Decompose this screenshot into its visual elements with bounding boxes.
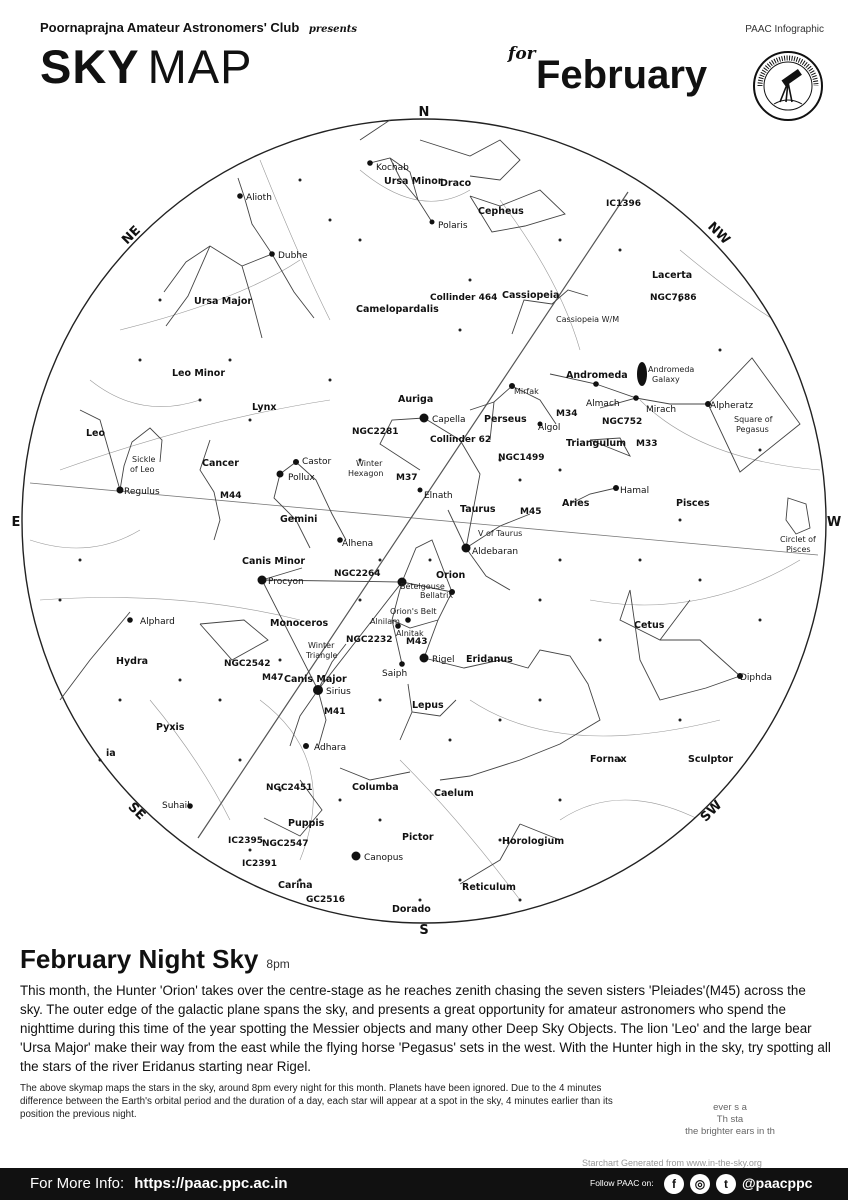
- label-sickle-1: Sickle: [132, 455, 156, 464]
- star-adhara: [303, 743, 309, 749]
- star-hamal: [613, 485, 619, 491]
- label-cetus: Cetus: [634, 620, 665, 631]
- footer: [0, 1168, 848, 1200]
- label-regulus: Regulus: [124, 487, 160, 497]
- direction-e: E: [11, 515, 21, 530]
- label-aries: Aries: [562, 498, 590, 509]
- more-info: [30, 1175, 288, 1192]
- dso-m37: M37: [396, 473, 418, 483]
- faded-overlay-text: [640, 1102, 820, 1138]
- label-monoceros: Monoceros: [270, 618, 329, 629]
- label-sickle-2: of Leo: [130, 465, 155, 474]
- sky-map: [0, 100, 848, 940]
- label-orions-belt: Orion's Belt: [390, 607, 437, 616]
- dso-ngc2232: NGC2232: [346, 635, 393, 645]
- star-procyon: [258, 576, 267, 585]
- direction-s: S: [419, 923, 429, 938]
- horizon-circle: [22, 119, 826, 923]
- label-winter-triangle-2: Triangle: [306, 651, 338, 660]
- label-ursa-minor: Ursa Minor: [384, 176, 443, 187]
- columba-lines: [340, 768, 410, 780]
- dso-m44: M44: [220, 491, 242, 501]
- month-title: February: [536, 53, 708, 97]
- label-alhena: Alhena: [342, 539, 374, 549]
- direction-se: SE: [124, 799, 149, 824]
- label-fornax: Fornax: [590, 754, 627, 765]
- label-horologium: Horologium: [502, 836, 565, 847]
- dso-m43: M43: [406, 637, 428, 647]
- star-alnilam: [405, 617, 411, 623]
- label-rigel: Rigel: [432, 655, 455, 665]
- label-caelum: Caelum: [434, 788, 474, 799]
- social-handle[interactable]: @paacppc: [742, 1175, 813, 1191]
- dso-ngc1499: NGC1499: [498, 453, 545, 463]
- cetus-lines: [620, 590, 740, 700]
- label-camelopardalis: Camelopardalis: [356, 304, 439, 315]
- dso-ngc7686: NGC7686: [650, 293, 697, 303]
- star-sirius: [313, 685, 323, 695]
- faded-line-1: ever s a: [713, 1102, 747, 1113]
- star-dubhe: [269, 251, 275, 257]
- map-inner: [30, 160, 820, 900]
- deep-sky-objects: [220, 199, 697, 905]
- star-castor: [293, 459, 299, 465]
- label-alnilam: Alnilam: [370, 617, 400, 626]
- star-aldebaran: [462, 544, 471, 553]
- label-winter-hexagon-2: Hexagon: [348, 469, 384, 478]
- label-columba: Columba: [352, 782, 399, 793]
- label-andromeda: Andromeda: [566, 370, 628, 381]
- dso-ngc2281: NGC2281: [352, 427, 399, 437]
- star-mirach: [633, 395, 639, 401]
- star-almach: [593, 381, 599, 387]
- label-leo: Leo: [86, 428, 106, 439]
- label-cassiopeia-wm: Cassiopeia W/M: [556, 315, 620, 324]
- label-diphda: Diphda: [740, 673, 773, 683]
- label-andromeda-galaxy-1: Andromeda: [648, 365, 695, 374]
- label-gemini: Gemini: [280, 514, 318, 525]
- label-algol: Algol: [538, 423, 561, 433]
- dso-ngc2542: NGC2542: [224, 659, 271, 669]
- label-square-1: Square of: [734, 415, 773, 424]
- label-mirach: Mirach: [646, 405, 677, 415]
- label-canis-minor: Canis Minor: [242, 556, 306, 567]
- label-pyxis: Pyxis: [156, 722, 185, 733]
- star-elnath: [418, 488, 423, 493]
- description-heading-text: February Night Sky: [20, 944, 259, 974]
- label-canis-major: Canis Major: [284, 674, 347, 685]
- label-cancer: Cancer: [202, 458, 239, 469]
- label-castor: Castor: [302, 457, 332, 467]
- presents-text: presents: [308, 24, 358, 35]
- label-pollux: Pollux: [288, 473, 315, 483]
- direction-sw: SW: [697, 797, 726, 826]
- infographic-label: PAAC Infographic: [745, 24, 824, 35]
- label-hamal: Hamal: [620, 486, 650, 496]
- label-mirfak: Mirfak: [514, 387, 539, 396]
- star-labels: [124, 163, 772, 863]
- follow-label: Follow PAAC on:: [590, 1178, 654, 1188]
- direction-labels: [12, 105, 842, 938]
- label-alioth: Alioth: [246, 193, 272, 203]
- title-map: MAP: [147, 40, 253, 93]
- label-reticulum: Reticulum: [462, 882, 516, 893]
- dso-ic1396: IC1396: [606, 199, 642, 209]
- faded-line-3: the brighter ears in th: [685, 1126, 775, 1137]
- label-winter-triangle-1: Winter: [308, 641, 335, 650]
- direction-ne: NE: [119, 223, 144, 248]
- direction-nw: NW: [704, 219, 733, 248]
- label-winter-hexagon-1: Winter: [356, 459, 383, 468]
- direction-n: N: [418, 105, 430, 120]
- label-sirius: Sirius: [326, 687, 351, 697]
- label-andromeda-galaxy-2: Galaxy: [652, 375, 680, 384]
- label-perseus: Perseus: [484, 414, 527, 425]
- label-carina: Carina: [278, 880, 313, 891]
- label-cassiopeia: Cassiopeia: [502, 290, 560, 301]
- label-dubhe: Dubhe: [278, 251, 308, 261]
- description-body: This month, the Hunter 'Orion' takes over the centre-stage as he reaches zenith chasing the seven sisters 'Pleiades'(M45) across the sky. The outer edge of the galactic plane spans the sky, and presents a great opportunity for amateur astronomers who spend the nighttime during this time of the year spotting the Messier objects and many other Deep Sky Objects. The lion 'Leo' and the large bear 'Ursa Major' make their way from the east while the flying horse 'Pegasus' sets in the west. With the Hunter high in the sky, try spotting all the stars of the river Eridanus starting near Rigel.: [20, 983, 831, 1074]
- facebook-icon[interactable]: f: [664, 1174, 684, 1194]
- label-adhara: Adhara: [314, 743, 347, 753]
- label-cepheus: Cepheus: [478, 206, 524, 217]
- label-vela: ia: [106, 748, 116, 759]
- label-kochab: Kochab: [376, 163, 409, 173]
- description-heading: [20, 944, 832, 975]
- label-lepus: Lepus: [412, 700, 444, 711]
- dso-gc2516: GC2516: [306, 895, 346, 905]
- cancer-lines: [200, 440, 220, 540]
- leo-lines: [80, 410, 162, 490]
- dso-ic2391: IC2391: [242, 859, 278, 869]
- label-procyon: Procyon: [268, 577, 304, 587]
- dso-ngc2451: NGC2451: [266, 783, 313, 793]
- star-alphard: [127, 617, 133, 623]
- label-circlet-1: Circlet of: [780, 535, 816, 544]
- label-sculptor: Sculptor: [688, 754, 734, 765]
- label-taurus: Taurus: [460, 504, 496, 515]
- star-regulus: [117, 487, 124, 494]
- label-bellatrix: Bellatrix: [420, 591, 454, 600]
- description: [20, 944, 832, 1121]
- label-draco: Draco: [440, 178, 472, 189]
- andromeda-galaxy-mark: [637, 362, 647, 386]
- for-label: for: [508, 44, 536, 64]
- page-title: [40, 42, 253, 92]
- label-auriga: Auriga: [398, 394, 434, 405]
- label-alnitak: Alnitak: [396, 629, 424, 638]
- star-polaris: [430, 220, 435, 225]
- label-lacerta: Lacerta: [652, 270, 693, 281]
- label-saiph: Saiph: [382, 669, 408, 679]
- star-canopus: [352, 852, 361, 861]
- dso-m41: M41: [324, 707, 346, 717]
- dso-m33: M33: [636, 439, 658, 449]
- label-leo-minor: Leo Minor: [172, 368, 226, 379]
- star-rigel: [420, 654, 429, 663]
- label-polaris: Polaris: [438, 221, 468, 231]
- label-alpheratz: Alpheratz: [710, 401, 754, 411]
- label-orion: Orion: [436, 570, 466, 581]
- label-square-2: Pegasus: [736, 425, 769, 434]
- label-lynx: Lynx: [252, 402, 277, 413]
- label-canopus: Canopus: [364, 853, 404, 863]
- description-time: 8pm: [266, 957, 290, 971]
- label-eridanus: Eridanus: [466, 654, 513, 665]
- instagram-icon[interactable]: ◎: [690, 1174, 710, 1194]
- label-pisces: Pisces: [676, 498, 710, 509]
- label-aldebaran: Aldebaran: [472, 547, 519, 557]
- direction-w: W: [826, 515, 842, 530]
- dso-ngc752: NGC752: [602, 417, 643, 427]
- star-saiph: [399, 661, 405, 667]
- lepus-lines: [400, 684, 456, 740]
- more-info-label: For More Info:: [30, 1175, 125, 1192]
- faded-line-2: Th sta: [716, 1114, 744, 1125]
- galactic-plane-line: [198, 192, 628, 838]
- dso-collinder464: Collinder 464: [430, 293, 498, 303]
- description-note: The above skymap maps the stars in the sky, around 8pm every night for this month. Planets have been ignored. Due to the 4 minutes difference between the Earth's orbital period and the duration of a day, each star will appear at a spot in the sky, 4 minutes earlier than its position the previous night.: [20, 1083, 613, 1120]
- star-dots: [117, 160, 744, 860]
- dso-m34: M34: [556, 409, 578, 419]
- twitter-icon[interactable]: t: [716, 1174, 736, 1194]
- label-v-of-taurus: V of Taurus: [478, 529, 523, 538]
- label-hydra: Hydra: [116, 656, 149, 667]
- website-link[interactable]: https://paac.ppc.ac.in: [134, 1175, 288, 1192]
- star-pollux: [277, 471, 284, 478]
- label-dorado: Dorado: [392, 904, 431, 915]
- dso-collinder62: Collinder 62: [430, 435, 492, 445]
- title-sky: SKY: [40, 40, 140, 93]
- horologium-lines: [460, 824, 560, 884]
- label-puppis: Puppis: [288, 818, 325, 829]
- label-circlet-2: Pisces: [786, 545, 811, 554]
- club-name-text: Poornaprajna Amateur Astronomers' Club: [40, 20, 300, 35]
- dso-ngc2547: NGC2547: [262, 839, 309, 849]
- star-kochab: [367, 160, 373, 166]
- label-ursa-major: Ursa Major: [194, 296, 253, 307]
- label-alphard: Alphard: [140, 617, 175, 627]
- dso-ic2395: IC2395: [228, 836, 264, 846]
- label-capella: Capella: [432, 415, 466, 425]
- label-betelgeuse: Betelgeuse: [400, 582, 445, 591]
- dso-m47: M47: [262, 673, 284, 683]
- label-almach: Almach: [586, 399, 620, 409]
- label-suhail: Suhail: [162, 801, 190, 811]
- star-capella: [420, 414, 429, 423]
- starchart-credit: Starchart Generated from www.in-the-sky.org: [582, 1158, 762, 1168]
- club-name: [40, 20, 357, 35]
- label-triangulum: Triangulum: [566, 438, 627, 449]
- star-alioth: [237, 193, 243, 199]
- dso-m45: M45: [520, 507, 542, 517]
- eridanus-lines: [424, 650, 600, 780]
- dso-ngc2264: NGC2264: [334, 569, 381, 579]
- asterism-labels: [130, 315, 816, 660]
- constellation-boundaries: [30, 160, 820, 900]
- label-elnath: Elnath: [424, 491, 453, 501]
- circlet-lines: [786, 498, 810, 534]
- label-pictor: Pictor: [402, 832, 434, 843]
